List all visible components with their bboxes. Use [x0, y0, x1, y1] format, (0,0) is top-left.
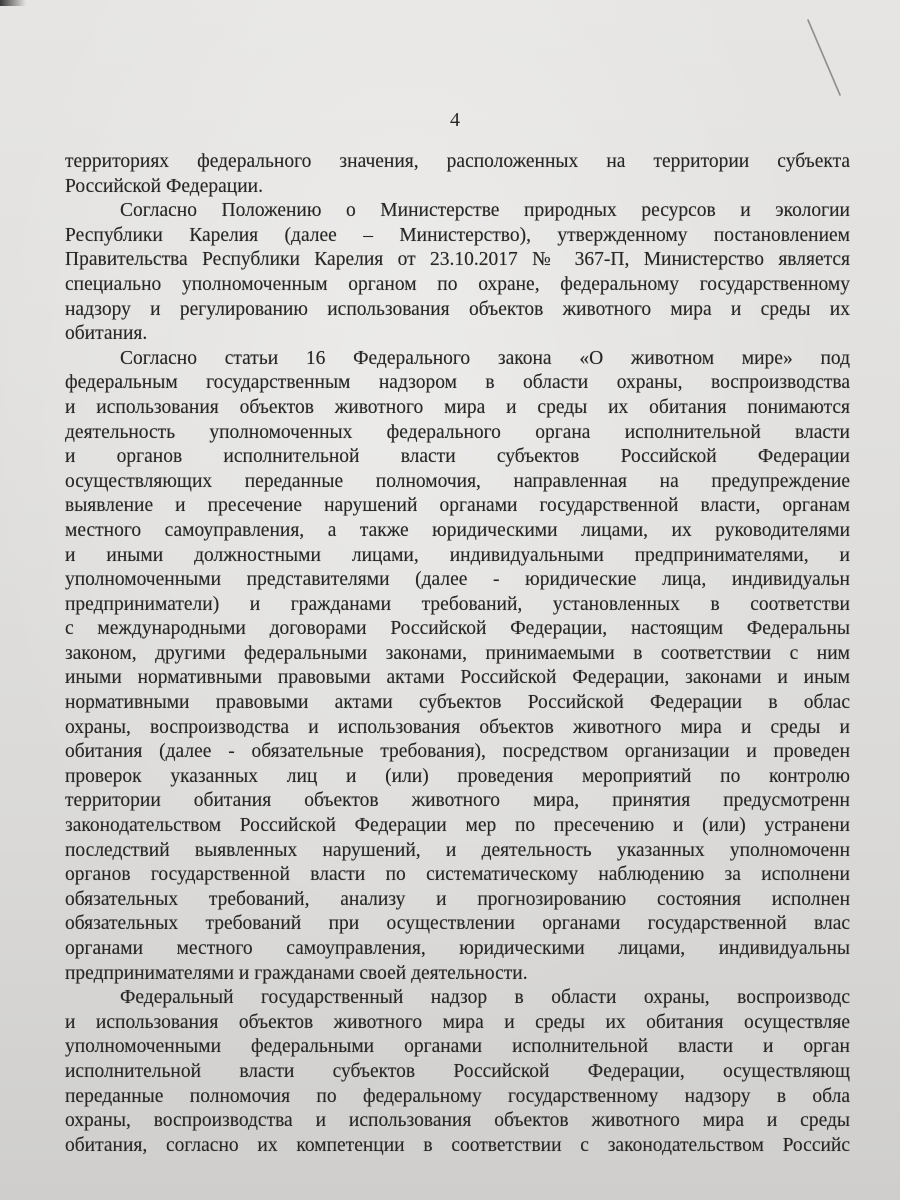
text-line: обитания (далее - обязательные требования), посредством организации и проведен — [65, 741, 850, 763]
text-line: федеральным государственным надзором в области охраны, воспроизводства — [65, 372, 850, 394]
document-body — [65, 150, 850, 1158]
photo-corner-shadow — [0, 0, 26, 6]
text-line: Согласно Положению о Министерстве природных ресурсов и экологии — [120, 200, 850, 222]
paragraph — [65, 347, 850, 986]
text-line: Республики Карелия (далее – Министерство), утвержденному постановлением — [65, 224, 850, 246]
text-line: Согласно статьи 16 Федерального закона «О животном мире» под — [120, 347, 850, 369]
text-line: обитания, согласно их компетенции в соответствии с законодательством Российс — [65, 1134, 850, 1156]
text-line: органами местного самоуправления, юридическими лицами, индивидуальны — [65, 938, 850, 959]
text-line: последствий выявленных нарушений, и деятельность указанных уполномоченн — [65, 839, 850, 861]
text-line: и органов исполнительной власти субъектов Российской Федерации — [65, 446, 850, 468]
text-line: уполномоченными представителями (далее - юридические лица, индивидуальн — [65, 569, 850, 591]
text-line: осуществляющих переданные полномочия, направленная на предупреждение — [65, 470, 850, 492]
text-line: предпринимателями и гражданами своей деятельности. — [65, 962, 528, 984]
text-line: законом, другими федеральными законами, принимаемыми в соответствии с ним — [65, 642, 850, 664]
text-line: исполнительной власти субъектов Российской Федерации, осуществляющ — [65, 1060, 850, 1082]
text-line: органов государственной власти по систематическому наблюдению за исполнени — [65, 864, 850, 886]
text-line: иными нормативными правовыми актами Российской Федерации, законами и иным — [65, 667, 850, 689]
text-line: территории обитания объектов животного мира, принятия предусмотренн — [65, 790, 850, 812]
text-line: переданные полномочия по федеральному государственному надзору в обла — [65, 1085, 850, 1107]
text-line: и использования объектов животного мира и среды их обитания осуществляе — [65, 1011, 850, 1033]
text-line: проверок указанных лиц и (или) проведения мероприятий по контролю — [65, 765, 850, 787]
text-line: территориях федерального значения, расположенных на территории субъекта — [65, 151, 850, 172]
text-line: охраны, воспроизводства и использования объектов животного мира и среды — [65, 1110, 850, 1132]
paragraph — [65, 199, 850, 347]
text-line: обязательных требований, анализу и прогнозированию состояния исполнен — [65, 888, 850, 910]
text-line: Федеральный государственный надзор в области охраны, воспроизводс — [120, 987, 850, 1009]
text-line: Правительства Республики Карелия от 23.10.2017 № 367-П, Министерство является — [65, 249, 850, 271]
text-line: охраны, воспроизводства и использования объектов животного мира и среды и — [65, 716, 850, 738]
text-line: и использования объектов животного мира и среды их обитания понимаются — [65, 396, 850, 418]
text-line: предприниматели) и гражданами требований, установленных в соответстви — [65, 593, 850, 615]
text-line: Российской Федерации. — [65, 175, 263, 197]
text-line: и иными должностными лицами, индивидуальными предпринимателями, и — [65, 544, 850, 566]
text-line: законодательством Российской Федерации мер по пресечению и (или) устранени — [65, 815, 850, 837]
text-line: с международными договорами Российской Федерации, настоящим Федеральны — [65, 618, 850, 640]
text-line: местного самоуправления, а также юридическими лицами, их руководителями — [65, 519, 850, 541]
page-number: 4 — [450, 109, 460, 131]
text-line: нормативными правовыми актами субъектов Российской Федерации в облас — [65, 692, 850, 714]
paper-scratch-mark — [800, 15, 860, 115]
text-line: уполномоченными федеральными органами исполнительной власти и орган — [65, 1036, 850, 1058]
text-line: деятельность уполномоченных федерального органа исполнительной власти — [65, 421, 850, 443]
text-line: специально уполномоченным органом по охране, федеральному государственному — [65, 273, 850, 295]
text-line: обитания. — [65, 323, 148, 345]
text-line: надзору и регулированию использования объектов животного мира и среды их — [65, 298, 850, 320]
text-line: обязательных требований при осуществлении органами государственной влас — [65, 913, 850, 935]
text-line: выявление и пресечение нарушений органами государственной власти, органам — [65, 495, 850, 517]
paragraph — [65, 986, 850, 1158]
paragraph — [65, 150, 850, 199]
